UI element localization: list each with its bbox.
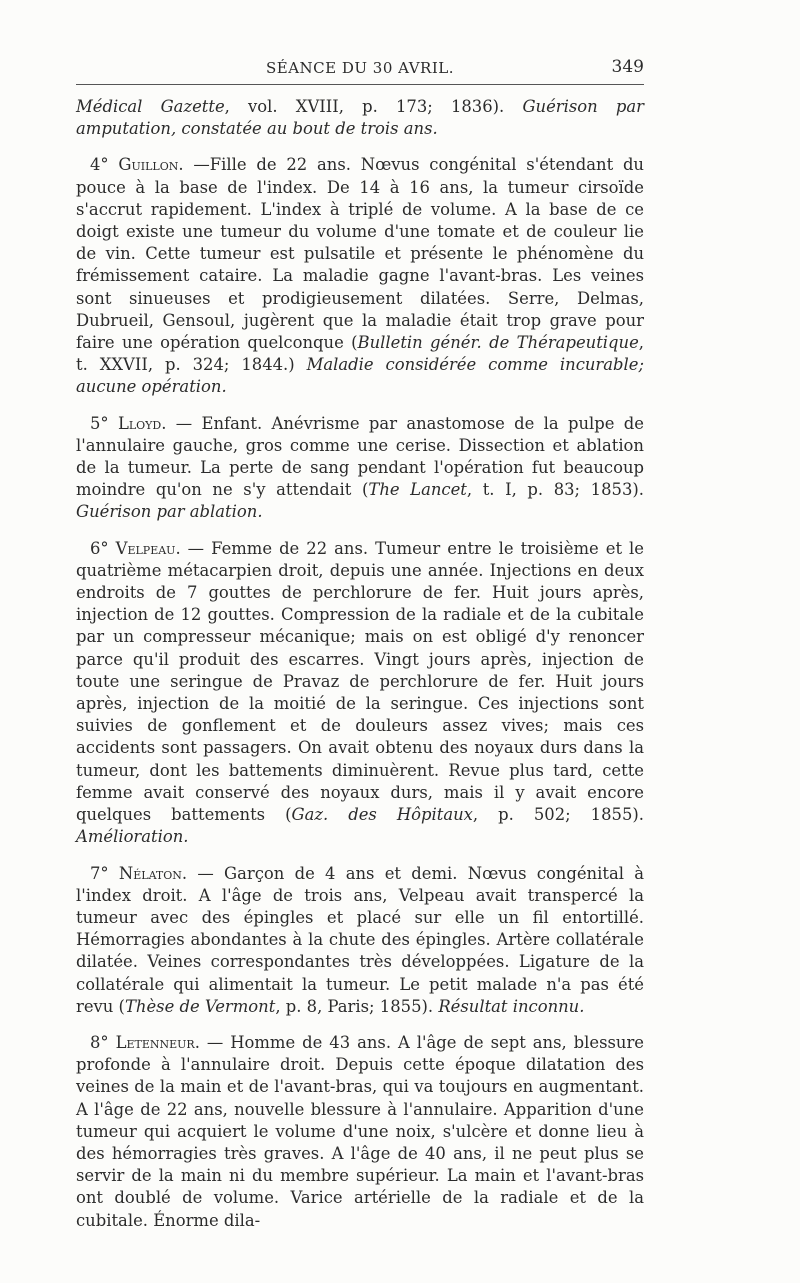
body-text xyxy=(76,96,644,1246)
seg: 8° xyxy=(90,1032,116,1052)
seg: Gaz. des Hôpitaux xyxy=(291,805,473,825)
seg: 7° xyxy=(90,863,119,883)
entry-guillon xyxy=(76,154,644,398)
seg: — Homme de 43 ans. A l'âge de sept ans, blessure profonde à l'annulaire droit. Depuis cette époque dilatation des veines de la main et de l'avant-bras, qui va toujours en augmentant. A l'âge de 22 ans, nouvelle blessure à l'annulaire. Apparition d'une tumeur qui acquiert le volume d'une noix, s'ulcère et donne lieu à des hémorragies très graves. A l'âge de 40 ans, il ne peut plus se servir de la main ni du membre supérieur. La main et l'avant-bras ont doublé de volume. Varice artérielle de la radiale et de la cubitale. Énorme dila- xyxy=(76,1032,644,1230)
author-name: Nélaton. xyxy=(118,863,188,883)
seg: Maladie considérée comme incurable; aucune opération. xyxy=(76,355,644,397)
seg: —Fille de 22 ans. Nœvus congénital s'étendant du pouce à la base de l'index. De 14 à 16 ans, la tumeur cirsoïde s'accrut rapidement. L'index à triplé de volume. A la base de ce doigt existe une tumeur du volume d'une tomate et de couleur lie de vin. Cette tumeur est pulsatile et présente le phénomène du frémissement cataire. La maladie gagne l'avant-bras. Les veines sont sinueuses et prodigieusement dilatées. Serre, Delmas, Dubrueil, Gensoul, jugèrent que la maladie était trop grave pour faire une opération quelconque ( xyxy=(76,155,644,353)
entry-velpeau xyxy=(76,538,644,849)
seg: 5° xyxy=(90,413,118,433)
seg: — Femme de 22 ans. Tumeur entre le troisième et le quatrième métacarpien droit, depuis une année. Injections en deux endroits de 7 gouttes de perchlorure de fer. Huit jours après, injection de 12 gouttes. Compression de la radiale et de la cubitale par un compresseur mécanique; mais on est obligé d'y renoncer parce qu'il produit des escarres. Vingt jours après, injection de toute une seringue de Pravaz de perchlorure de fer. Huit jours après, injection de la moitié de la seringue. Ces injections sont suivies de gonflement et de douleurs assez vives; mais ces accidents sont passagers. On avait obtenu des noyaux durs dans la tumeur, dont les battements diminuèrent. Revue plus tard, cette femme avait conservé des noyaux durs, mais il y avait encore quelques battements ( xyxy=(76,538,644,825)
seg: , vol. XVIII, p. 173; 1836). xyxy=(224,97,523,116)
seg: Amélioration. xyxy=(76,827,189,847)
seg: 4° xyxy=(90,155,119,175)
author-name: Velpeau. xyxy=(115,538,181,558)
header-rule xyxy=(76,84,644,85)
seg: Thèse de Vermont xyxy=(124,996,276,1016)
seg: , p. 502; 1855). xyxy=(472,805,644,825)
seg: Résultat inconnu. xyxy=(438,996,585,1016)
entry-nelaton xyxy=(76,863,644,1018)
author-name: Letenneur. xyxy=(115,1032,200,1052)
seg: Guérison par ablation. xyxy=(76,502,263,522)
entry-letenneur xyxy=(76,1032,644,1232)
seg: The Lancet xyxy=(368,480,467,500)
seg: Médical Gazette xyxy=(76,97,225,116)
seg: — Enfant. Anévrisme par anastomose de la pulpe de l'annulaire gauche, gros comme une cerise. Dissection et ablation de la tumeur. La perte de sang pendant l'opération fut beaucoup moindre qu'on ne s'y attendait ( xyxy=(76,413,644,500)
author-name: Lloyd. xyxy=(117,413,167,433)
page-header xyxy=(76,56,644,86)
author-name: Guillon. xyxy=(118,155,184,175)
seg: — Garçon de 4 ans et demi. Nœvus congénital à l'index droit. A l'âge de trois ans, Velpeau avait transpercé la tumeur avec des épingles et placé sur elle un fil entortillé. Hémorragies abondantes à la chute des épingles. Artère collatérale dilatée. Veines correspondantes très développées. Ligature de la collatérale qui alimentait la tumeur. Le petit malade n'a pas été revu ( xyxy=(76,863,644,1016)
seg: 6° xyxy=(90,538,116,558)
seg: , p. 8, Paris; 1855). xyxy=(275,996,439,1016)
seg: Guérison par amputation, constatée au bout de trois ans. xyxy=(76,97,644,139)
page-number: 349 xyxy=(611,57,644,77)
running-head: SÉANCE DU 30 AVRIL. xyxy=(265,59,455,77)
entry-continuation xyxy=(76,96,644,140)
seg: , t. XXVII, p. 324; 1844.) xyxy=(76,333,644,375)
seg: Bulletin génér. de Thérapeutique xyxy=(357,333,639,353)
seg: , t. I, p. 83; 1853). xyxy=(466,480,645,500)
entry-lloyd xyxy=(76,413,644,524)
